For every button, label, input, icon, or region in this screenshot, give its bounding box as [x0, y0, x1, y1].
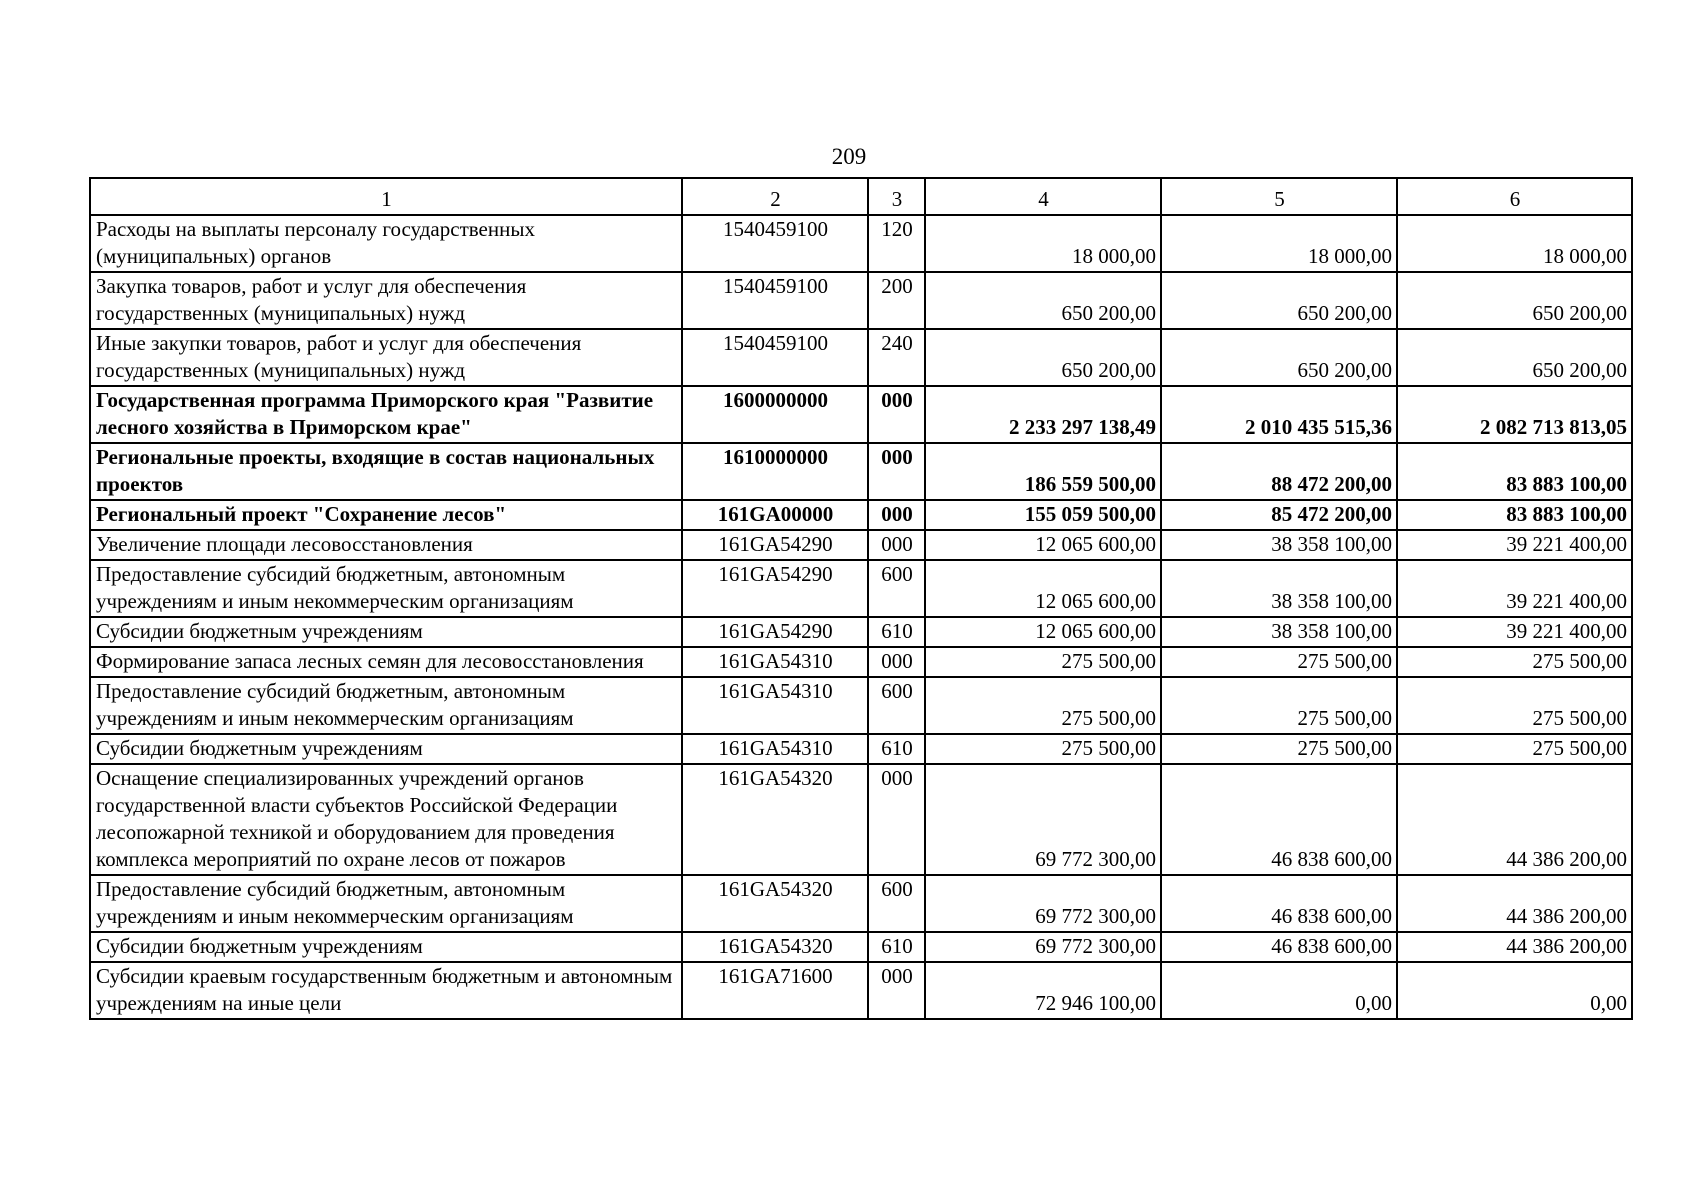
row-amount-col6-cell: 2 082 713 813,05 — [1397, 386, 1632, 443]
row-code-cell: 1540459100 — [682, 215, 868, 272]
column-header-5: 5 — [1161, 178, 1397, 215]
row-code-cell: 161GA54310 — [682, 734, 868, 764]
row-amount-col6-cell: 39 221 400,00 — [1397, 530, 1632, 560]
row-amount-col6-cell: 18 000,00 — [1397, 215, 1632, 272]
table-row — [90, 443, 1632, 500]
row-amount-col4-cell: 186 559 500,00 — [925, 443, 1161, 500]
row-type-cell: 000 — [868, 962, 925, 1019]
row-type-cell: 000 — [868, 764, 925, 875]
row-amount-col4-cell: 275 500,00 — [925, 677, 1161, 734]
row-code-cell: 161GA54290 — [682, 530, 868, 560]
row-name-cell: Предоставление субсидий бюджетным, автономным учреждениям и иным некоммерческим организациям — [90, 677, 682, 734]
row-amount-col5-cell: 650 200,00 — [1161, 329, 1397, 386]
row-amount-col6-cell: 44 386 200,00 — [1397, 932, 1632, 962]
column-header-2: 2 — [682, 178, 868, 215]
row-name-cell: Субсидии бюджетным учреждениям — [90, 617, 682, 647]
row-code-cell: 161GA54290 — [682, 560, 868, 617]
row-name-cell: Предоставление субсидий бюджетным, автономным учреждениям и иным некоммерческим организациям — [90, 560, 682, 617]
row-amount-col4-cell: 18 000,00 — [925, 215, 1161, 272]
column-header-3: 3 — [868, 178, 925, 215]
row-amount-col4-cell: 12 065 600,00 — [925, 617, 1161, 647]
row-amount-col6-cell: 44 386 200,00 — [1397, 875, 1632, 932]
row-type-cell: 610 — [868, 617, 925, 647]
row-amount-col4-cell: 275 500,00 — [925, 734, 1161, 764]
row-amount-col5-cell: 0,00 — [1161, 962, 1397, 1019]
column-header-1: 1 — [90, 178, 682, 215]
row-amount-col4-cell: 72 946 100,00 — [925, 962, 1161, 1019]
row-amount-col4-cell: 275 500,00 — [925, 647, 1161, 677]
table-row — [90, 647, 1632, 677]
row-amount-col6-cell: 44 386 200,00 — [1397, 764, 1632, 875]
row-type-cell: 600 — [868, 560, 925, 617]
row-code-cell: 1540459100 — [682, 329, 868, 386]
row-amount-col6-cell: 83 883 100,00 — [1397, 500, 1632, 530]
table-row — [90, 215, 1632, 272]
row-code-cell: 161GA54320 — [682, 932, 868, 962]
row-amount-col6-cell: 0,00 — [1397, 962, 1632, 1019]
table-row — [90, 734, 1632, 764]
row-name-cell: Региональные проекты, входящие в состав национальных проектов — [90, 443, 682, 500]
table-row — [90, 875, 1632, 932]
page-number: 209 — [831, 144, 867, 169]
row-type-cell: 120 — [868, 215, 925, 272]
row-type-cell: 000 — [868, 386, 925, 443]
table-row — [90, 500, 1632, 530]
row-code-cell: 1540459100 — [682, 272, 868, 329]
table-row — [90, 386, 1632, 443]
row-type-cell: 610 — [868, 734, 925, 764]
row-amount-col5-cell: 275 500,00 — [1161, 734, 1397, 764]
row-amount-col6-cell: 650 200,00 — [1397, 329, 1632, 386]
row-code-cell: 161GA54310 — [682, 647, 868, 677]
row-amount-col4-cell: 155 059 500,00 — [925, 500, 1161, 530]
row-code-cell: 161GA54310 — [682, 677, 868, 734]
row-amount-col5-cell: 46 838 600,00 — [1161, 764, 1397, 875]
row-name-cell: Региональный проект "Сохранение лесов" — [90, 500, 682, 530]
budget-table — [89, 177, 1633, 1020]
row-amount-col5-cell: 275 500,00 — [1161, 677, 1397, 734]
row-amount-col5-cell: 275 500,00 — [1161, 647, 1397, 677]
row-name-cell: Предоставление субсидий бюджетным, автономным учреждениям и иным некоммерческим организациям — [90, 875, 682, 932]
row-name-cell: Увеличение площади лесовосстановления — [90, 530, 682, 560]
row-name-cell: Иные закупки товаров, работ и услуг для обеспечения государственных (муниципальных) нужд — [90, 329, 682, 386]
row-amount-col5-cell: 2 010 435 515,36 — [1161, 386, 1397, 443]
row-type-cell: 000 — [868, 443, 925, 500]
row-type-cell: 000 — [868, 647, 925, 677]
row-amount-col5-cell: 46 838 600,00 — [1161, 932, 1397, 962]
table-row — [90, 617, 1632, 647]
row-amount-col6-cell: 275 500,00 — [1397, 734, 1632, 764]
row-type-cell: 240 — [868, 329, 925, 386]
row-amount-col5-cell: 46 838 600,00 — [1161, 875, 1397, 932]
table-row — [90, 932, 1632, 962]
table-row — [90, 329, 1632, 386]
table-row — [90, 530, 1632, 560]
row-amount-col6-cell: 275 500,00 — [1397, 677, 1632, 734]
row-name-cell: Субсидии краевым государственным бюджетным и автономным учреждениям на иные цели — [90, 962, 682, 1019]
row-amount-col4-cell: 12 065 600,00 — [925, 560, 1161, 617]
row-amount-col5-cell: 88 472 200,00 — [1161, 443, 1397, 500]
row-amount-col6-cell: 39 221 400,00 — [1397, 560, 1632, 617]
column-header-4: 4 — [925, 178, 1161, 215]
row-code-cell: 161GA00000 — [682, 500, 868, 530]
row-name-cell: Субсидии бюджетным учреждениям — [90, 734, 682, 764]
table-row — [90, 764, 1632, 875]
row-amount-col4-cell: 69 772 300,00 — [925, 932, 1161, 962]
row-amount-col6-cell: 83 883 100,00 — [1397, 443, 1632, 500]
row-name-cell: Расходы на выплаты персоналу государственных (муниципальных) органов — [90, 215, 682, 272]
row-code-cell: 1600000000 — [682, 386, 868, 443]
row-type-cell: 200 — [868, 272, 925, 329]
row-amount-col5-cell: 18 000,00 — [1161, 215, 1397, 272]
row-amount-col5-cell: 38 358 100,00 — [1161, 560, 1397, 617]
row-name-cell: Государственная программа Приморского края "Развитие лесного хозяйства в Приморском крае" — [90, 386, 682, 443]
table-row — [90, 677, 1632, 734]
row-type-cell: 600 — [868, 875, 925, 932]
row-amount-col6-cell: 650 200,00 — [1397, 272, 1632, 329]
row-code-cell: 1610000000 — [682, 443, 868, 500]
row-code-cell: 161GA54320 — [682, 764, 868, 875]
row-amount-col4-cell: 12 065 600,00 — [925, 530, 1161, 560]
table-body — [90, 215, 1632, 1019]
row-type-cell: 610 — [868, 932, 925, 962]
row-amount-col5-cell: 38 358 100,00 — [1161, 617, 1397, 647]
row-name-cell: Оснащение специализированных учреждений органов государственной власти субъектов Российской Федерации лесопожарной техникой и оборудованием для проведения комплекса мероприятий по охране лесов от пожаров — [90, 764, 682, 875]
row-name-cell: Формирование запаса лесных семян для лесовосстановления — [90, 647, 682, 677]
row-name-cell: Субсидии бюджетным учреждениям — [90, 932, 682, 962]
row-code-cell: 161GA54290 — [682, 617, 868, 647]
row-type-cell: 600 — [868, 677, 925, 734]
row-amount-col5-cell: 38 358 100,00 — [1161, 530, 1397, 560]
row-amount-col4-cell: 650 200,00 — [925, 329, 1161, 386]
row-code-cell: 161GA71600 — [682, 962, 868, 1019]
column-header-6: 6 — [1397, 178, 1632, 215]
row-type-cell: 000 — [868, 530, 925, 560]
row-name-cell: Закупка товаров, работ и услуг для обеспечения государственных (муниципальных) нужд — [90, 272, 682, 329]
table-row — [90, 962, 1632, 1019]
row-amount-col4-cell: 69 772 300,00 — [925, 764, 1161, 875]
row-code-cell: 161GA54320 — [682, 875, 868, 932]
row-amount-col5-cell: 650 200,00 — [1161, 272, 1397, 329]
row-amount-col5-cell: 85 472 200,00 — [1161, 500, 1397, 530]
row-amount-col4-cell: 650 200,00 — [925, 272, 1161, 329]
row-amount-col4-cell: 69 772 300,00 — [925, 875, 1161, 932]
table-row — [90, 272, 1632, 329]
row-type-cell: 000 — [868, 500, 925, 530]
row-amount-col6-cell: 39 221 400,00 — [1397, 617, 1632, 647]
row-amount-col6-cell: 275 500,00 — [1397, 647, 1632, 677]
table-row — [90, 560, 1632, 617]
row-amount-col4-cell: 2 233 297 138,49 — [925, 386, 1161, 443]
header-row — [90, 178, 1632, 215]
